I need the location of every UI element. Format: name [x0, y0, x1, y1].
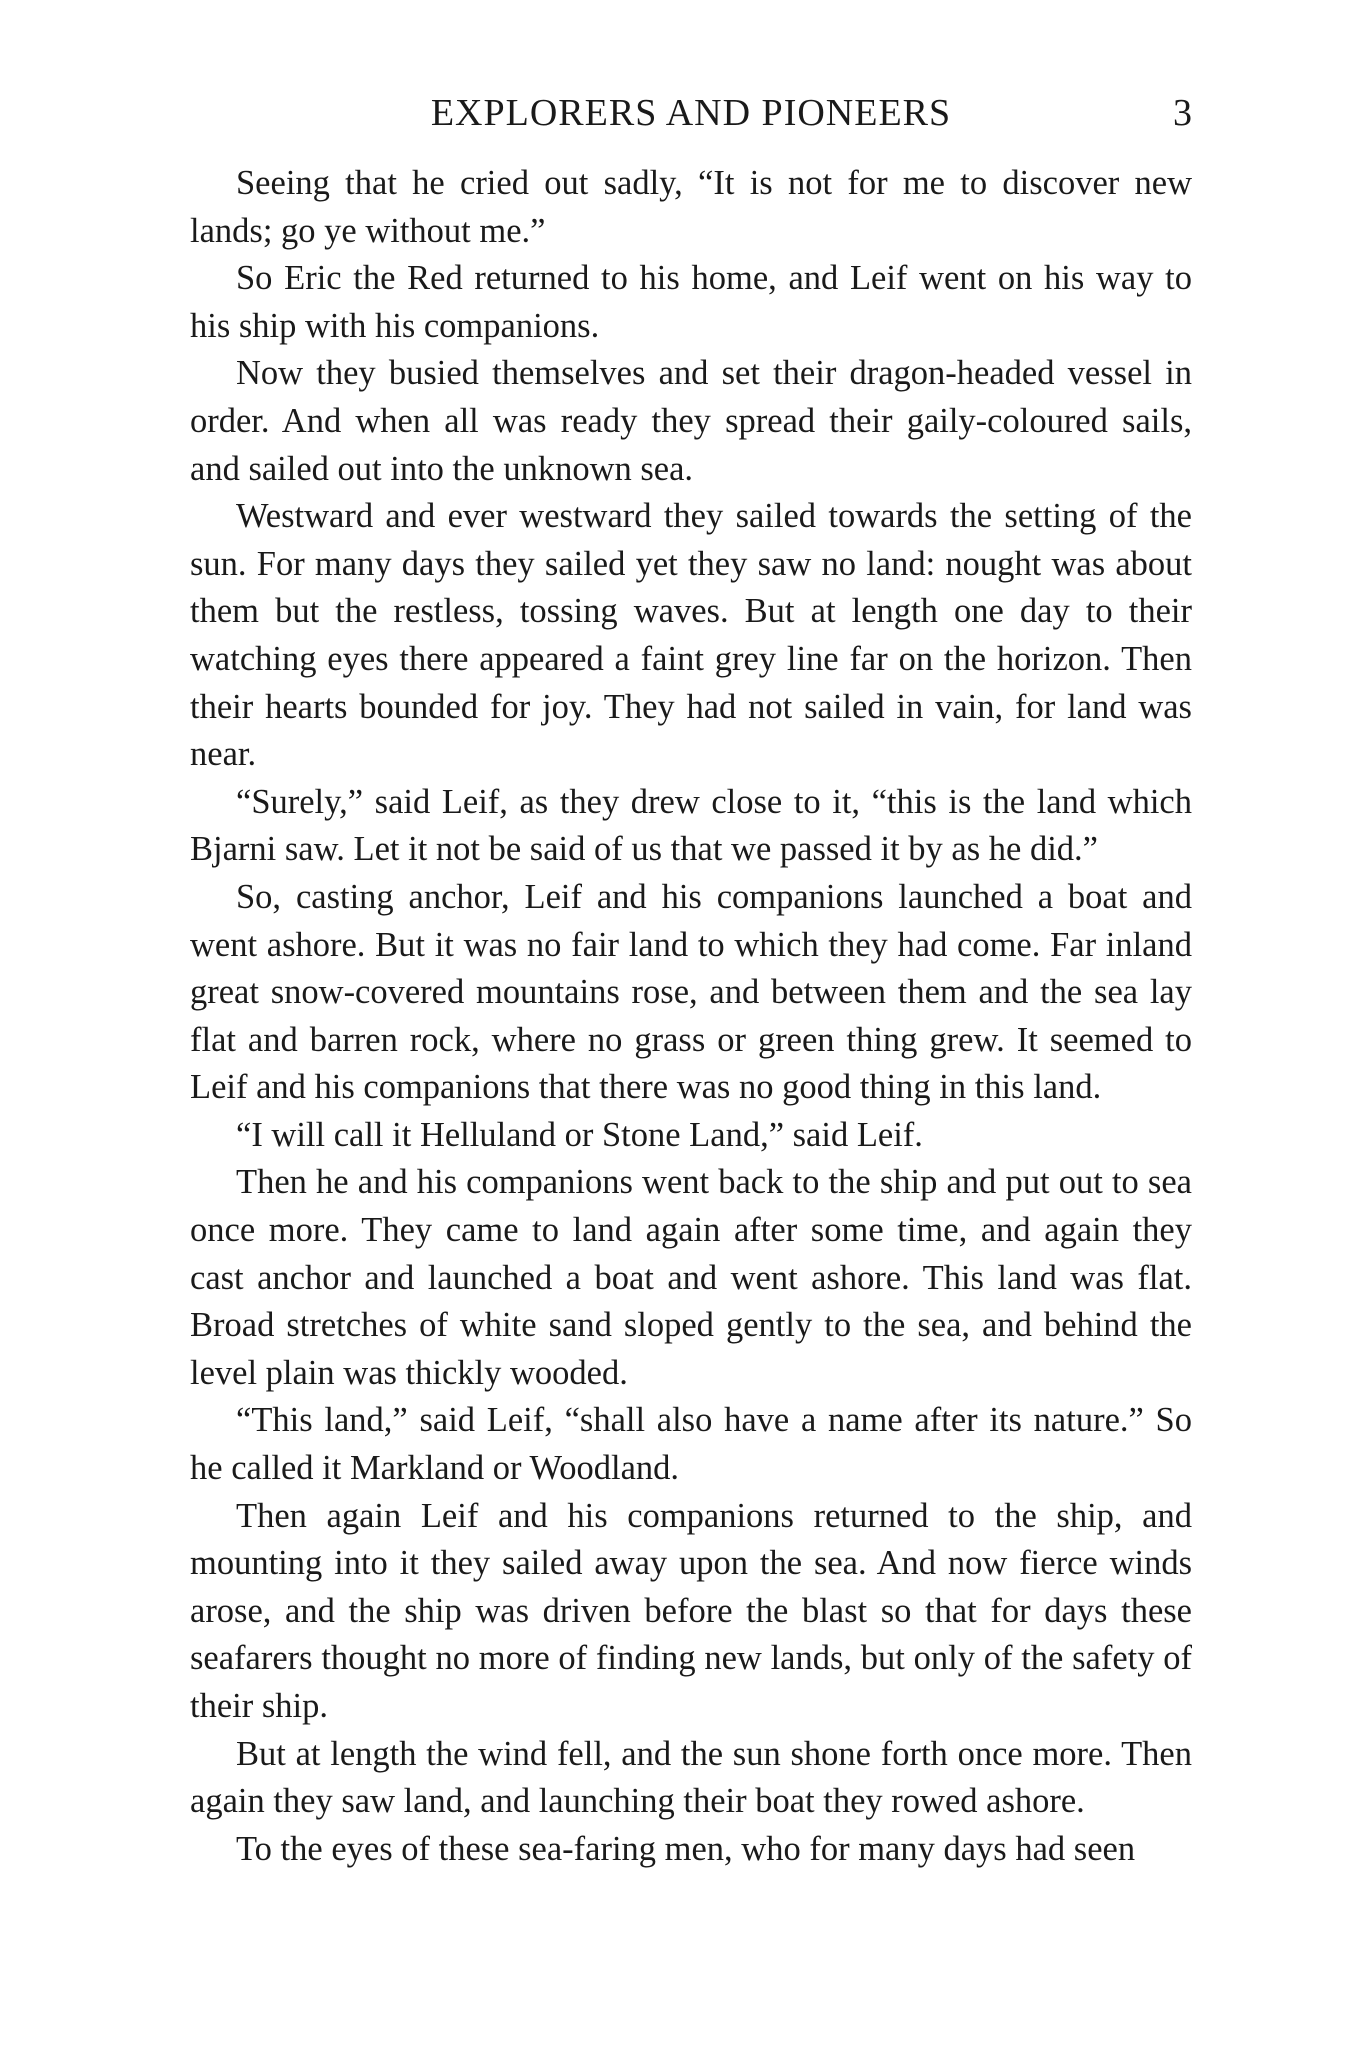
paragraph: Then he and his companions went back to the ship and put out to sea once more. They came to land again after some time, and again they cast anchor and launched a boat and went ashore. This land was flat. Broad stretches of white sand sloped gently to the sea, and behind the level plain was thickly wooded.	[190, 1163, 1192, 1392]
paragraph: Now they busied themselves and set their dragon-headed vessel in order. And when all was ready they spread their gaily-coloured sails, and sailed out into the unknown sea.	[190, 354, 1192, 488]
paragraph: So, casting anchor, Leif and his companions launched a boat and went ashore. But it was no fair land to which they had come. Far inland great snow-covered mountains rose, and between them and the sea lay flat and barren rock, where no grass or green thing grew. It seemed to Leif and his companions that there was no good thing in this land.	[190, 877, 1192, 1107]
paragraph: “I will call it Helluland or Stone Land,” said Leif.	[236, 1115, 923, 1154]
paragraph: But at length the wind fell, and the sun shone forth once more. Then again they saw land, and launching their boat they rowed ashore.	[190, 1734, 1192, 1821]
paragraph: So Eric the Red returned to his home, and Leif went on his way to his ship with his companions.	[190, 259, 1192, 345]
paragraph: Seeing that he cried out sadly, “It is not for me to discover new lands; go ye without me.”	[190, 164, 1192, 250]
page-number: 3	[1173, 92, 1192, 134]
running-title: EXPLORERS AND PIONEERS	[430, 92, 952, 134]
body-text	[190, 160, 1192, 1873]
paragraph: “This land,” said Leif, “shall also have a name after its nature.” So he called it Markland or Woodland.	[190, 1401, 1192, 1488]
paragraph: Westward and ever westward they sailed towards the setting of the sun. For many days they sailed yet they saw no land: nought was about them but the restless, tossing waves. But at length one day to their watching eyes there appeared a faint grey line far on the horizon. Then their hearts bounded for joy. They had not sailed in vain, for land was near.	[190, 497, 1192, 774]
paragraph: To the eyes of these sea-faring men, who for many days had seen	[236, 1829, 1136, 1868]
paragraph: Then again Leif and his companions returned to the ship, and mounting into it they sailed away upon the sea. And now fierce winds arose, and the ship was driven before the blast so that for days these seafarers thought no more of finding new lands, but only of the safety of their ship.	[190, 1496, 1192, 1725]
paragraph: “Surely,” said Leif, as they drew close to it, “this is the land which Bjarni saw. Let it not be said of us that we passed it by as he did.”	[190, 782, 1192, 869]
running-head	[190, 88, 1192, 138]
